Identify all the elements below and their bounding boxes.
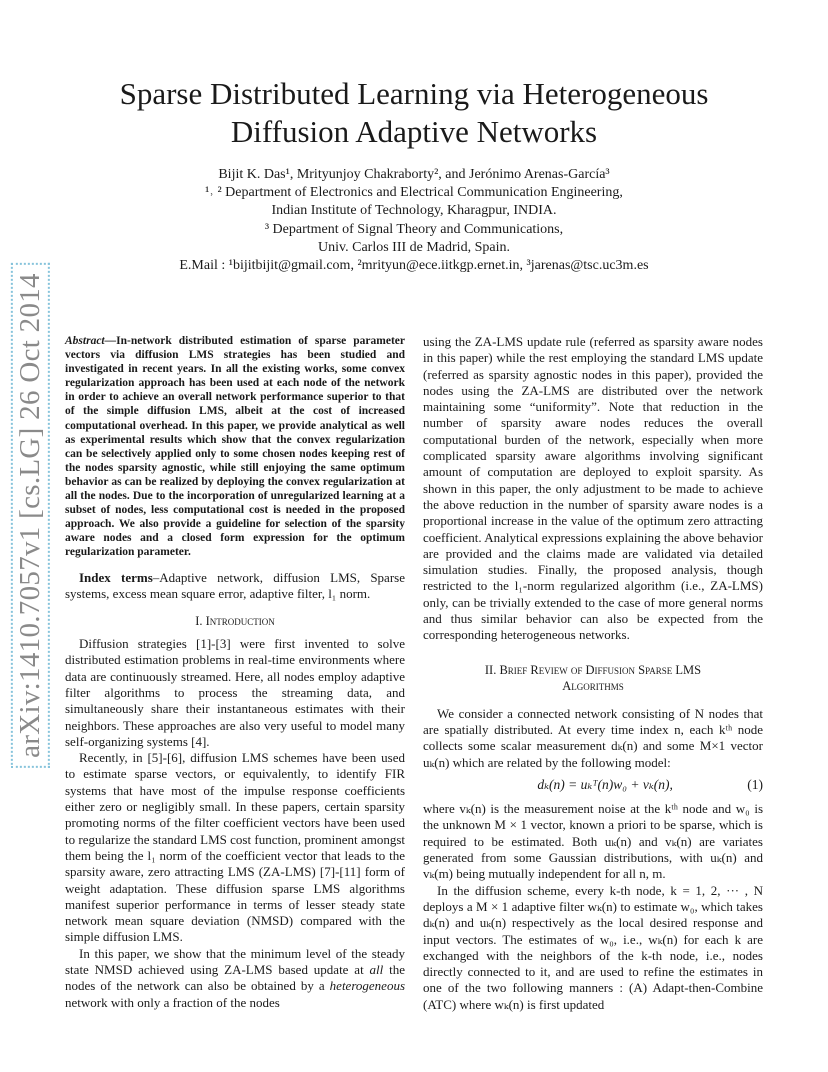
equation-body: dₖ(n) = uₖᵀ(n)w₀ + vₖ(n), — [537, 776, 673, 792]
section2-line-1: II. Brief Review of Diffusion Sparse LMS — [484, 662, 702, 677]
email-line: E.Mail : ¹bijitbijit@gmail.com, ²mrityun@ece.iitkgp.ernet.in, ³jarenas@tsc.uc3m.es — [179, 258, 649, 274]
intro-p3-part-c: network with only a fraction of the nodes — [65, 994, 280, 1010]
review-paragraph-1: We consider a connected network consisting of N nodes that are spatially distributed. At every time index n, each kᵗʰ node collects some scalar measurement dₖ(n) and some M×1 vector uₖ(n) which are related by the following model: — [423, 705, 763, 770]
arxiv-sidebar — [6, 265, 54, 765]
index-terms-text: –Adaptive network, diffusion LMS, Sparse systems, excess mean square error, adaptive filter, l₁ norm. — [65, 569, 405, 601]
affiliation-3: ³ Department of Signal Theory and Communications, — [264, 221, 564, 237]
equation-1 — [423, 777, 763, 793]
emphasis-all: all — [369, 962, 384, 978]
left-column — [65, 334, 405, 1011]
affiliation-2: Indian Institute of Technology, Kharagpur, INDIA. — [271, 203, 557, 219]
intro-p3-part-b: the nodes of the network can also be obtained by a — [65, 962, 405, 994]
section2-line-2: Algorithms — [562, 678, 624, 693]
review-paragraph-2: where vₖ(n) is the measurement noise at the kᵗʰ node and w₀ is the unknown M × 1 vector, known a priori to be sparse, which is required to be estimated. Both uₖ(n) and vₖ(n) are variates generated from some Gaussian distributions, with uₖ(n) and vₖ(m) being mutually independent for all n, m. — [423, 801, 763, 882]
intro-paragraph-2: Recently, in [5]-[6], diffusion LMS schemes have been used to estimate sparse vectors, or equivalently, to identify FIR systems that have most of the impulse response coefficients either zero or negligibly small. In these papers, certain sparsity promoting norms of the filter coefficient vectors have been used to regularize the standard LMS cost function, prominent amongst them being the l₁ norm of the coefficient vector that leads to the sparsity aware, zero attracting LMS (ZA-LMS) [7]-[11] form of weight adaptation. These diffusion sparse LMS algorithms manifest superior performance in terms of lesser steady state network mean square deviation (NMSD) compared with the simple diffusion LMS. — [65, 750, 405, 945]
right-column — [423, 334, 763, 1013]
continuation-paragraph: using the ZA-LMS update rule (referred as sparsity aware nodes in this paper) while the rest employing the standard LMS update (referred as sparsity agnostic nodes in this paper), provided the nodes using the ZA-LMS are distributed over the network maintaining some “uniformity”. Note that reduction in the number of sparsity aware nodes reduces the overall computational burden of the network, especially when more complicated sparsity aware algorithms involving significant amount of computation are deployed to exploit sparsity. As shown in this paper, the only adjustment to be made to achieve the above reduction in the number of sparsity aware nodes is a proportional increase in the value of the optimum zero attracting coefficient. Analytical expressions explaining the above behavior are provided and the claims made are validated via detailed simulation studies. Finally, the proposed analysis, though restricted to the l₁-norm regularized algorithm (i.e., ZA-LMS) only, can be trivially extended to the case of more general norms and thus similar behavior can also be expected from the corresponding heterogeneous networks. — [423, 334, 763, 643]
author-block — [60, 166, 768, 275]
abstract-label: Abstract— — [65, 335, 117, 347]
author-names: Bijit K. Das¹, Mrityunjoy Chakraborty², and Jerónimo Arenas-García³ — [218, 167, 610, 182]
section-heading-review — [423, 662, 763, 694]
title-line-2: Diffusion Adaptive Networks — [230, 114, 598, 149]
title-line-1: Sparse Distributed Learning via Heterogeneous — [119, 76, 709, 111]
intro-paragraph-3 — [65, 946, 405, 1011]
equation-number: (1) — [747, 776, 763, 792]
index-terms-label: Index terms — [79, 569, 153, 585]
section-heading-introduction: I. Introduction — [195, 614, 275, 629]
emphasis-heterogeneous: heterogeneous — [329, 978, 405, 994]
intro-p3-part-a: In this paper, we show that the minimum level of the steady state NMSD achieved using ZA-LMS based update at — [65, 945, 405, 978]
affiliation-1: ¹˒ ² Department of Electronics and Electrical Communication Engineering, — [205, 185, 623, 201]
paper-title — [60, 75, 768, 151]
abstract — [65, 334, 405, 560]
review-paragraph-3: In the diffusion scheme, every k-th node, k = 1, 2, ··· , N deploys a M × 1 adaptive filter wₖ(n) to estimate w₀, which takes dₖ(n) and uₖ(n) respectively as the local desired response and input vectors. The estimates of w₀, i.e., wₖ(n) for each k are exchanged with the neighbors of the k-th node, i.e., nodes directly connected to it, and are used to refine the estimates in one of the two following manners : (A) Adapt-then-Combine (ATC) where wₖ(n) is first updated — [423, 882, 763, 1012]
index-terms — [65, 570, 405, 603]
intro-paragraph-1: Diffusion strategies [1]-[3] were first invented to solve distributed estimation problems in real-time environments where data are continuously streamed. Here, all nodes employ adaptive filter algorithms to process the streaming data, and simultaneously share their instantaneous estimates with their neighbors. These approaches are also very useful to model many self-organizing systems [4]. — [65, 636, 405, 749]
arxiv-identifier: arXiv:1410.7057v1 [cs.LG] 26 Oct 2014 — [11, 263, 50, 768]
affiliation-4: Univ. Carlos III de Madrid, Spain. — [318, 239, 510, 255]
abstract-text: In-network distributed estimation of sparse parameter vectors via diffusion LMS strategies has been studied and investigated in recent years. In all the existing works, some convex regularization approach has been used at each node of the network in order to achieve an overall network performance superior to that of the simple diffusion LMS, albeit at the cost of increased computational overhead. In this paper, we provide analytical as well as experimental results which show that the convex regularization can be selectively applied only to some chosen nodes keeping rest of the nodes sparsity agnostic, while still enjoying the same optimum behavior as can be realized by deploying the convex regularization at all the nodes. Due to the incorporation of unregularized learning at a subset of nodes, less computational cost is needed in the proposed approach. We also provide a guideline for selection of the sparsity aware nodes and a closed form expression for the optimum regularization parameter. — [65, 335, 405, 559]
